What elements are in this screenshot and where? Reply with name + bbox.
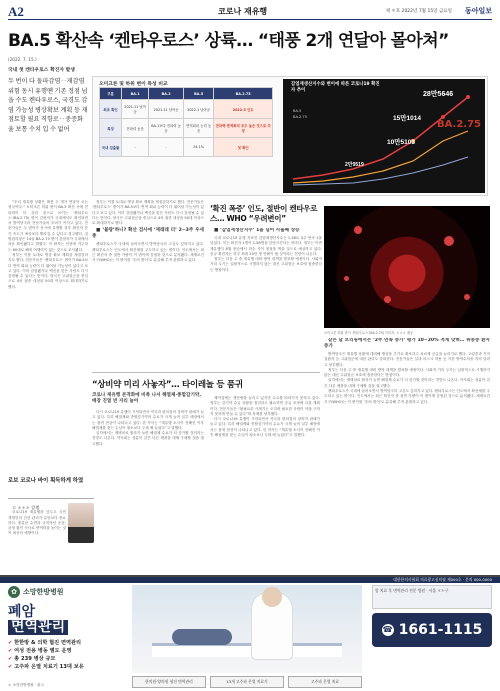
- check-icon: ✔: [8, 664, 15, 670]
- hospital-advertisement: [0, 575, 500, 691]
- ad-badge: 13개 고주파 온열 치료기: [210, 676, 284, 688]
- virus-spike: [444, 236, 454, 246]
- graph-value-mid: 15만1014: [393, 115, 421, 122]
- ad-approval-info: 대한한의사협회 의료광고심의필 제000호 · 문의 000-0000: [393, 577, 492, 582]
- paragraph: 정부는 다음 주 중 재유행 대비 방역 대책을 발표할 예정이다. 사회적 거리 두기는 일괄적으로 시행하지 않는 대신 고위험군 보호에 집중한다는 방침이다.: [324, 367, 490, 378]
- paragraph: 켄타우로스가 국내에 들어오면서 방역당국의 고심도 깊어지고 있다. 켄타우로스는 인도에서 확산세를 주도하고 있는 변이다. 인도에서는 최근 확진자 중 절반 가량이 이 변이에 감염된 것으로 분석됐다. 세계보건기구(WHO)는 이 변이를 ‘우려 변이’로 분류해 추적 관찰하고 있다.: [92, 242, 204, 263]
- virus-spike: [384, 296, 391, 303]
- table-cell: 전파력·면역회피 모두 높은 것으로 추정: [214, 119, 273, 138]
- section-title: 코로나 재유행: [218, 7, 268, 16]
- ad-feature-item: ✔ 여성 전용 병동 별도 운영: [8, 648, 72, 654]
- hospital-name: 소망한방병원: [23, 588, 64, 596]
- table-cell: 2022.1 남아공: [183, 100, 213, 119]
- paragraph: 정부는 이를 토대로 병상 확보 계획을 재점검하기로 했다. 전문가들은 ‘켄타우로스’ 변이가 BA.5보다 면역 회피 능력이 더 뛰어날 가능성이 있다고 보고 있다. 이미 감염됐거나 백신을 맞은 사람도 다시 감염될 수 있다는 뜻이다. 당국은 고위험군을 중심으로 4차 접종 대상을 50대 이상으로 확대하기로 했다.: [92, 200, 204, 226]
- ad-badge: 한의원·양의원 협진 면역관리: [132, 676, 206, 688]
- check-icon: ✔: [8, 648, 15, 654]
- variant-comparison-table: [99, 87, 273, 157]
- ad-top-bar: [0, 577, 500, 583]
- column-subhead: ■ ‘불량’하니? 확산 검사에 ‘재래래 더’ 2~3주 우세종: [92, 228, 204, 240]
- table-header-cell: BA.1: [122, 88, 149, 100]
- table-cell: 2021.11 남아공: [149, 100, 184, 119]
- lead-summary: 두 번이 다 돌파감염‥재감염 위험 동시 유행땐 기존 정점 넘을 수도 켄타우로스, 국경도 감염 가능성 병상확보 계획 등 재점토할 필요 직항로‥중증화율 보통 수치 입 수 없어: [8, 78, 88, 133]
- hospital-logo: [8, 585, 122, 599]
- check-icon: ✔: [8, 640, 15, 646]
- photo-caption: 오미크론 하위 변이 ‘켄타우로스’(BA.2.75) 이미지. ＊＊＊ 제공: [324, 331, 414, 335]
- table-cell: 2021.11 남아공: [122, 100, 149, 119]
- byline: (2022. 7. 15.): [8, 57, 37, 62]
- table-header-cell: 구분: [100, 88, 122, 100]
- virus-photo: [324, 206, 490, 328]
- paragraph: 제약업계는 생산량을 늘리고 있지만 수요를 따라가지 못하고 있다. 정부는 감기약 수급 상황을 점검하고 필요하면 공급 조정에 나설 계획이다. 전문가들은 “불필요한 사재기는 오히려 필요한 사람이 약을 구하지 못하게 만들 수 있다”며 자제를 당부했다.: [210, 396, 320, 416]
- check-icon: ✔: [8, 656, 15, 662]
- table-cell: 첫 확인: [214, 138, 273, 157]
- case-trend-graph: [283, 79, 485, 193]
- paragraph: “우리 재유행 상황은 태풍 두 개가 연달아 오는 형국이다.” 오미크론 하위 변이 BA.5 확산 속에 전파력이 더 강한 것으로 보이는 ‘켄타우로스’(BA.2.75) 변이 감염자가 국내에서도 확인되면서 방역당국과 전문가들의 우려가 커지고 있다. 전문가들은 두 변이가 동시에 유행할 경우 확진자 증가 속도가 예상보다 빨라질 수 있다고 경고했다. 질병관리청은 14일 BA.2.75 변이 감염자가 국내에서 처음 확인됐다고 밝혔다. 이 환자는 인천에 거주하는 60대로 해외 여행력이 없는 것으로 조사됐다.: [8, 200, 88, 252]
- table-cell: 최초 확인: [100, 100, 122, 119]
- graph-value-lowest: 2만9519: [345, 162, 364, 168]
- table-cell: -: [122, 138, 149, 157]
- table-header-cell: BA.2: [149, 88, 184, 100]
- patient-figure: [172, 629, 232, 645]
- ad-headline-line2: 면역관리: [8, 620, 68, 635]
- paragraph: 국내 코로나19 유행 지표인 감염재생산지수는 1.58로 3주 연속 1을 넘었다. 이는 확진자 1명이 1.58명을 감염시킨다는 의미다. 정부는 이번 재유행이 8월 중순에서 하순 사이 정점을 찍을 것으로 예상하고 있다. 신규 확진자는 하루 최대 20만 명 안팎이 될 것이라는 전망이 나온다.: [210, 236, 322, 256]
- trend-lines: [283, 79, 485, 193]
- table-cell: 특징: [100, 119, 122, 138]
- ad-badge: 고주파 온열 치료: [288, 676, 362, 688]
- column-subhead: ■ ‘감염재생산지수’ 1을 넘어 사흘째 상승: [214, 228, 300, 233]
- issue-date: 제 ＊호 2022년 7월 15일 금요일: [385, 9, 452, 14]
- masthead: [8, 4, 492, 20]
- newspaper-brand: 동아일보: [464, 7, 492, 15]
- graph-title: 감염재생산지수와 변이에 따른 코로나19 확진자 추이: [291, 82, 380, 93]
- article-column-5: [92, 410, 204, 566]
- columnist-name: ㅁ ＊＊＊ 칼럼: [12, 505, 40, 510]
- paragraph: 방역당국은 재유행 상황에 대비해 병상을 추가로 확보하고 치료제 공급을 늘리기로 했다. 고령층과 기저질환자 등 고위험군에 대한 관리도 강화한다. 전문가들은 실내 마스크 착용 등 기본 방역수칙을 지켜 달라고 당부했다.: [324, 352, 490, 367]
- phone-icon: ☎: [382, 625, 393, 634]
- table-cell: 전파력 높음: [122, 119, 149, 138]
- article-column-6: [210, 396, 320, 566]
- section-divider: [92, 372, 320, 373]
- table-row: [100, 138, 273, 157]
- paragraph: 정부는 이를 토대로 병상 확보 계획을 재점검하기로 했다. 전문가들은 ‘켄타우로스’ 변이가 BA.5보다 면역 회피 능력이 더 뛰어날 가능성이 있다고 보고 있다. 이미 감염됐거나 백신을 맞은 사람도 다시 감염될 수 있다는 뜻이다. 당국은 고위험군을 중심으로 4차 접종 대상을 50대 이상으로 확대하기로 했다.: [8, 252, 88, 289]
- table-header-row: [100, 88, 273, 100]
- article-column-3: [210, 228, 322, 368]
- virus-spike: [344, 276, 349, 281]
- ad-headline-line1: 폐암: [8, 604, 36, 620]
- section-heading-india: ‘확진 폭증’ 인도, 절반이 켄타우로스… WHO “우려변이”: [210, 204, 318, 223]
- virus-label: BA.2.75: [436, 119, 481, 130]
- paragraph: 일각에서는 재택치료 환자가 늘면 해열제 수요가 더 증가할 것이라는 전망도 나온다. 약사회는 성분이 같은 다른 제품을 대체 구매할 것을 권고했다.: [324, 378, 490, 388]
- graph-legend-ba5: BA.5: [293, 109, 302, 113]
- ad-headline: [8, 605, 68, 635]
- paragraph: 정부는 다음 주 중 재유행 대비 방역 대책을 발표할 예정이다. 사회적 거리 두기는 일괄적으로 시행하지 않는 대신 고위험군 보호에 집중한다는 방침이다.: [210, 257, 322, 272]
- ad-feature-item: ✔ 고주파 온열 치료기 13대 보유: [8, 664, 84, 670]
- ad-feature-item: ✔ 한한방 & 의학 협진 면역관리: [8, 640, 82, 646]
- ad-feature-list: [8, 639, 84, 671]
- columnist-photo: [68, 503, 94, 543]
- table-header-cell: BA.5: [183, 88, 213, 100]
- paragraph: 다시 코로나19 유행이 시작되면서 약국과 편의점의 상비약 판매가 늘고 있다. 특히 해열제와 종합감기약의 수요가 크게 늘어 일부 매장에서는 품귀 현상이 나타나고 있다. 한 약사는 “재유행 소식이 전해진 이후 해열제를 찾는 손님이 평소보다 두세 배 늘었다”고 말했다.: [92, 410, 204, 430]
- main-headline: BA.5 확산속 ‘켄타우로스’ 상륙… “태풍 2개 연달아 몰아쳐”: [8, 31, 449, 51]
- doctor-head: [262, 587, 282, 607]
- table-cell: 면역회피 능력 높음: [183, 119, 213, 138]
- column-subhead: 같은 날 브리핑에서는 ‘2주 연속 증가’ 평가 10~20% 적게 맞혀… 위중증 환자 증가: [324, 338, 490, 349]
- virus-spike: [464, 294, 470, 300]
- article-column-1: [8, 200, 88, 470]
- table-cell: 국내 검출률: [100, 138, 122, 157]
- opinion-title: 로보 코로나 바이 획득하게 하였: [8, 478, 84, 484]
- table-cell: -: [149, 138, 184, 157]
- section-subhead-medicine: 코로나 재유행 본격화에 비축 나서 해열제·종합감기약, 매장 진열 빈 자리 늘어: [92, 393, 202, 404]
- table-header-cell: BA.2.75: [214, 88, 273, 100]
- section-heading-medicine: “상비약 미리 사놓자”… 타이레놀 등 품귀: [92, 380, 243, 390]
- ad-phone-number[interactable]: [372, 613, 492, 647]
- table-cell: BA.1보다 전파력 높음: [149, 119, 184, 138]
- paragraph: 다시 코로나19 유행이 시작되면서 약국과 편의점의 상비약 판매가 늘고 있다. 특히 해열제와 종합감기약의 수요가 크게 늘어 일부 매장에서는 품귀 현상이 나타나고 있다. 한 약사는 “재유행 소식이 전해진 이후 해열제를 찾는 손님이 평소보다 두세 배 늘었다”고 말했다.: [210, 417, 320, 438]
- ad-badges: [132, 676, 362, 688]
- hospital-logo-icon: ✿: [8, 586, 20, 598]
- hospital-bed: [152, 643, 342, 657]
- table-row: [100, 119, 273, 138]
- page-number: A2: [8, 4, 24, 19]
- paragraph: 켄타우로스가 국내에 들어오면서 방역당국의 고심도 깊어지고 있다. 켄타우로스는 인도에서 확산세를 주도하고 있는 변이다. 인도에서는 최근 확진자 중 절반 가량이 이 변이에 감염된 것으로 분석됐다. 세계보건기구(WHO)는 이 변이를 ‘우려 변이’로 분류해 추적 관찰하고 있다.: [324, 389, 490, 404]
- virus-spike: [354, 226, 362, 234]
- phone-number-text: 1661-1115: [398, 622, 483, 638]
- paragraph: 코로나19 재유행을 앞두고 국민 개개인의 건강 관리가 무엇보다 중요하다. 충분한 수면과 규칙적인 운동, 균형 잡힌 식사로 면역력을 높이는 것이 최선의 예방이다.: [8, 510, 66, 536]
- infographic: [92, 76, 488, 196]
- graph-legend-ba275: BA.2.75: [293, 115, 308, 119]
- columnist-text: [8, 503, 66, 561]
- variant-table-title: 오미크론 및 하위 변이 특성 비교: [99, 82, 168, 87]
- graph-value-low: 10만5103: [387, 139, 415, 146]
- ad-side-info: 암 치료 후 면역관리 전문 병원 · 서울 ＊＊구: [372, 585, 492, 609]
- ad-feature-item: ✔ 총 239 병상 규모: [8, 656, 56, 662]
- table-row: [100, 100, 273, 119]
- table-cell: 2022.5 인도: [214, 100, 273, 119]
- paragraph: 일각에서는 재택치료 환자가 늘면 해열제 수요가 더 증가할 것이라는 전망도 나온다. 약사회는 성분이 같은 다른 제품을 대체 구매할 것을 권고했다.: [92, 431, 204, 446]
- table-cell: 24.1%: [183, 138, 213, 157]
- ad-footer: ＊ 소망한방병원 · 광고: [8, 683, 44, 687]
- article-column-4: [324, 338, 490, 566]
- ad-photo-doctor-patient: [132, 585, 362, 673]
- article-column-2: [92, 200, 204, 368]
- lead-subhead: 국내 첫 켄타우로스 확진자 발생: [8, 68, 75, 73]
- columnist-block: [8, 498, 94, 562]
- graph-value-top: 28만5646: [423, 91, 454, 98]
